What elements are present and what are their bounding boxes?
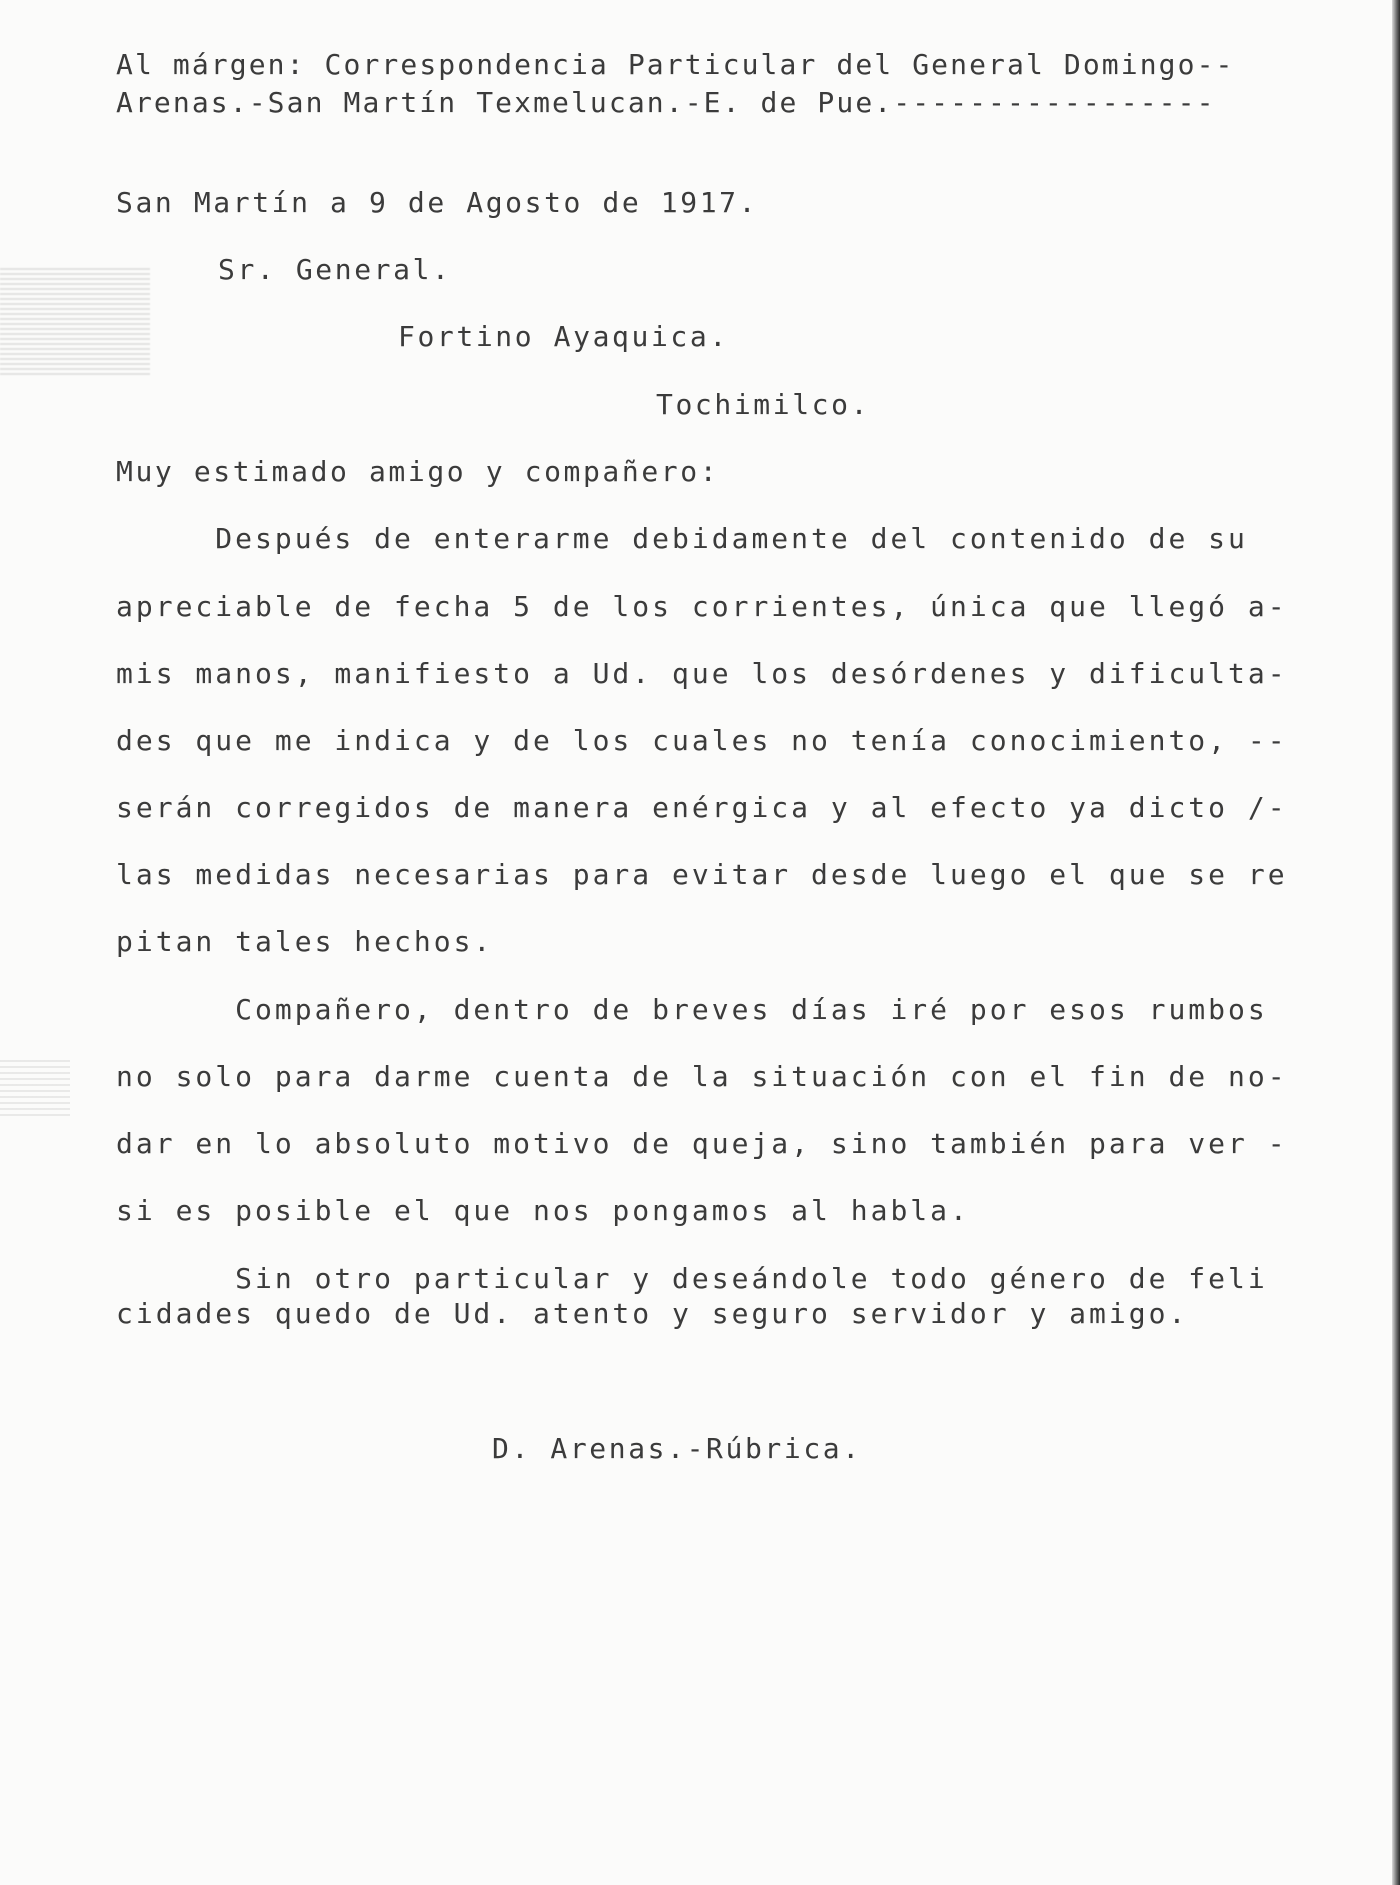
body-line: cidades quedo de Ud. atento y seguro servidor y amigo. xyxy=(116,1297,1189,1330)
body-line: pitan tales hechos. xyxy=(116,925,494,958)
body-line: Compañero, dentro de breves días iré por esos rumbos xyxy=(116,993,1268,1026)
body-line: no solo para darme cuenta de la situación con el fin de no- xyxy=(116,1060,1288,1093)
salutation: Muy estimado amigo y compañero: xyxy=(116,455,720,488)
ink-smudge xyxy=(0,1060,70,1120)
body-line: mis manos, manifiesto a Ud. que los desórdenes y dificulta- xyxy=(116,657,1288,690)
body-line: des que me indica y de los cuales no tenía conocimiento, -- xyxy=(116,724,1288,757)
margin-note-line-1: Al márgen: Correspondencia Particular del General Domingo-- xyxy=(116,48,1235,81)
body-line: las medidas necesarias para evitar desde luego el que se re xyxy=(116,858,1288,891)
body-line: si es posible el que nos pongamos al habla. xyxy=(116,1194,970,1227)
ink-smudge xyxy=(0,268,150,376)
body-line: Después de enterarme debidamente del contenido de su xyxy=(116,522,1248,555)
body-line: Sin otro particular y deseándole todo género de feli xyxy=(116,1262,1268,1295)
recipient-place: Tochimilco. xyxy=(656,388,871,421)
body-line: apreciable de fecha 5 de los corrientes, única que llegó a- xyxy=(116,590,1288,623)
recipient-name: Fortino Ayaquica. xyxy=(398,320,729,353)
signature: D. Arenas.-Rúbrica. xyxy=(492,1432,862,1465)
recipient-title: Sr. General. xyxy=(218,253,452,286)
page-edge-shadow xyxy=(1392,0,1400,1885)
letter-date: San Martín a 9 de Agosto de 1917. xyxy=(116,186,759,219)
margin-note-line-2: Arenas.-San Martín Texmelucan.-E. de Pue.----------------- xyxy=(116,86,1216,119)
body-line: dar en lo absoluto motivo de queja, sino también para ver - xyxy=(116,1127,1288,1160)
body-line: serán corregidos de manera enérgica y al efecto ya dicto /- xyxy=(116,791,1288,824)
